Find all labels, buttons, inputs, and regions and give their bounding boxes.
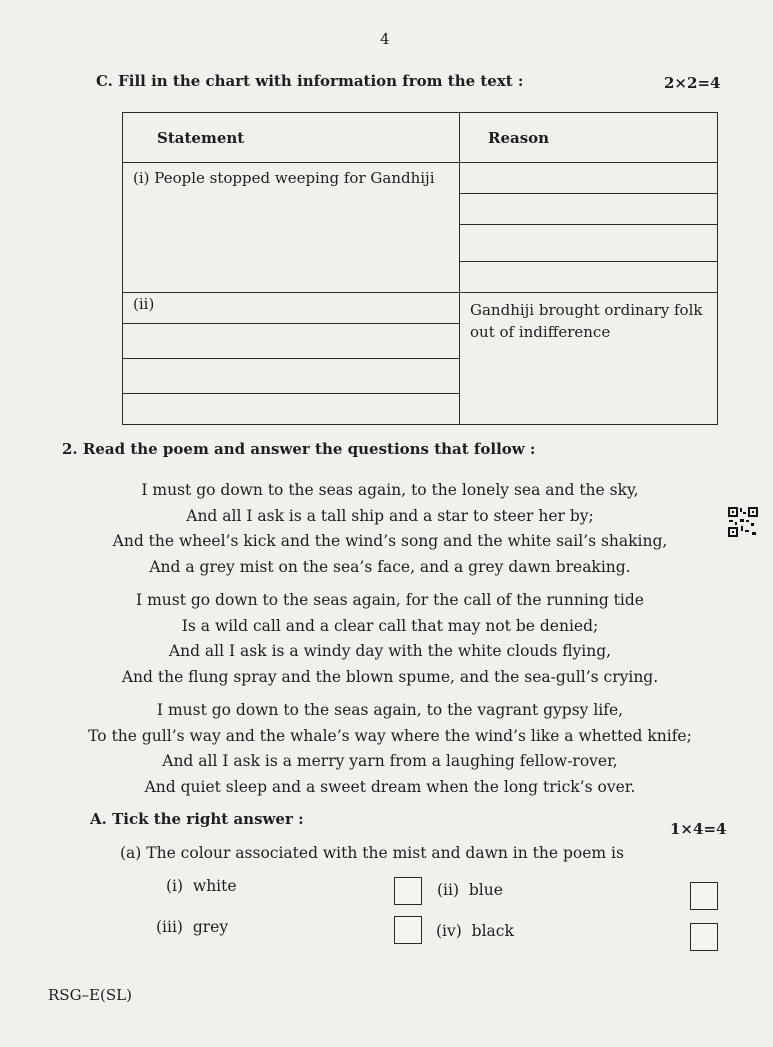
option-iii xyxy=(156,918,228,936)
option-i xyxy=(166,877,237,895)
poem-line: To the gull’s way and the whale’s way where the wind’s like a whetted knife; xyxy=(88,726,692,745)
option-number: (iv) xyxy=(436,922,462,940)
section-c-heading: C. Fill in the chart with information from the text : xyxy=(96,72,524,90)
option-label: blue xyxy=(468,881,503,899)
poem-line: And quiet sleep and a sweet dream when the long trick’s over. xyxy=(144,777,636,796)
statement-cell-2b[interactable] xyxy=(123,359,460,394)
reason-cell-1a[interactable] xyxy=(460,163,718,194)
option-i-checkbox[interactable] xyxy=(394,877,422,905)
poem-stanza-1 xyxy=(80,478,700,580)
option-iv xyxy=(436,922,514,940)
reason-cell-1c[interactable] xyxy=(460,225,718,262)
statement-cell-2c[interactable] xyxy=(123,394,460,425)
table-header-row xyxy=(123,113,718,163)
header-statement: Statement xyxy=(123,113,460,163)
qr-code-icon xyxy=(727,506,759,538)
option-label: white xyxy=(192,877,237,895)
page-number: 4 xyxy=(380,30,390,48)
option-number: (iii) xyxy=(156,918,183,936)
table-row xyxy=(123,293,718,324)
poem-line: Is a wild call and a clear call that may not be denied; xyxy=(181,616,599,635)
table-row xyxy=(123,163,718,194)
option-ii xyxy=(437,881,503,899)
poem-line: And all I ask is a windy day with the white clouds flying, xyxy=(168,642,612,660)
poem-line: And a grey mist on the sea’s face, and a grey dawn breaking. xyxy=(149,557,631,576)
poem-stanza-2 xyxy=(80,588,700,690)
question-a-text: (a) The colour associated with the mist and dawn in the poem is xyxy=(120,844,624,862)
section-a-heading: A. Tick the right answer : xyxy=(90,810,304,828)
footer-code: RSG–E(SL) xyxy=(48,986,132,1004)
poem-line: And all I ask is a tall ship and a star to steer her by; xyxy=(186,506,594,525)
reason-cell-1b[interactable] xyxy=(460,194,718,225)
poem-line: I must go down to the seas again, to the lonely sea and the sky, xyxy=(141,481,639,499)
option-number: (i) xyxy=(166,877,184,895)
header-reason: Reason xyxy=(460,113,718,163)
option-iv-checkbox[interactable] xyxy=(690,923,718,951)
poem-line: And the wheel’s kick and the wind’s song and the white sail’s shaking, xyxy=(112,532,668,550)
option-label: grey xyxy=(192,918,229,936)
statement-cell-1: (i) People stopped weeping for Gandhiji xyxy=(123,163,460,293)
fill-chart-table xyxy=(122,112,718,425)
option-number: (ii) xyxy=(437,881,460,899)
option-iii-checkbox[interactable] xyxy=(394,916,422,944)
statement-cell-2a[interactable] xyxy=(123,324,460,359)
poem-line: And the flung spray and the blown spume, and the sea-gull’s crying. xyxy=(121,667,659,686)
section-c-marks: 2×2=4 xyxy=(664,74,721,92)
poem-line: I must go down to the seas again, to the vagrant gypsy life, xyxy=(156,701,624,719)
question-2-heading: 2. Read the poem and answer the questions that follow : xyxy=(62,440,536,458)
reason-cell-1d[interactable] xyxy=(460,262,718,293)
statement-cell-2: (ii) xyxy=(123,293,460,324)
poem-line: And all I ask is a merry yarn from a laughing fellow-rover, xyxy=(162,752,618,770)
section-a-marks: 1×4=4 xyxy=(670,820,727,838)
poem-stanza-3 xyxy=(80,698,700,800)
option-label: black xyxy=(471,922,514,940)
poem-line: I must go down to the seas again, for the call of the running tide xyxy=(136,591,644,609)
option-ii-checkbox[interactable] xyxy=(690,882,718,910)
reason-cell-2: Gandhiji brought ordinary folk out of indifference xyxy=(460,293,718,425)
